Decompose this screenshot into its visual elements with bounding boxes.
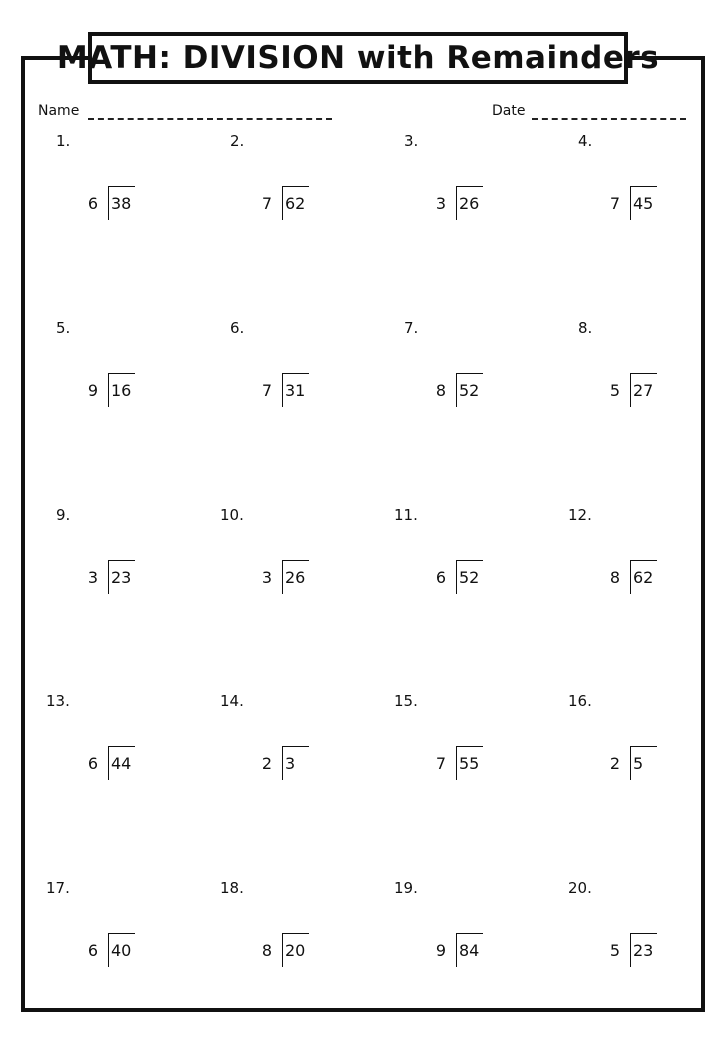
problem-item [568,506,724,666]
problem-number: 9. [56,506,71,524]
problem-item [394,506,574,666]
divisor: 6 [87,941,98,960]
problem-number: 13. [46,692,70,710]
problem-number: 1. [56,132,71,150]
dividend: 52 [459,568,480,587]
problem-item [394,879,574,1039]
problem-item [56,506,226,666]
problem-number: 2. [230,132,245,150]
problem-number: 8. [578,319,593,337]
divisor: 9 [435,941,446,960]
problem-number: 7. [404,319,419,337]
problem-number: 15. [394,692,418,710]
problem-number: 4. [578,132,593,150]
dividend: 44 [111,754,132,773]
name-line[interactable] [88,118,332,120]
divisor: 5 [609,941,620,960]
dividend: 84 [459,941,480,960]
dividend: 52 [459,381,480,400]
dividend: 16 [111,381,132,400]
divisor: 7 [261,194,272,213]
divisor: 5 [609,381,620,400]
dividend: 26 [285,568,306,587]
dividend: 20 [285,941,306,960]
problem-item [220,692,400,852]
dividend: 38 [111,194,132,213]
problem-number: 16. [568,692,592,710]
dividend: 23 [633,941,654,960]
dividend: 26 [459,194,480,213]
problem-item [46,692,226,852]
problem-item [404,319,574,479]
problem-number: 20. [568,879,592,897]
problem-item [394,692,574,852]
title-text: MATH: DIVISION with Remainders [56,40,660,76]
divisor: 8 [435,381,446,400]
dividend: 27 [633,381,654,400]
divisor: 6 [435,568,446,587]
problem-item [578,132,724,292]
dividend: 40 [111,941,132,960]
problem-item [46,879,226,1039]
dividend: 62 [633,568,654,587]
problem-item [230,132,400,292]
divisor: 2 [261,754,272,773]
dividend: 5 [633,754,644,773]
problem-number: 17. [46,879,70,897]
dividend: 45 [633,194,654,213]
problem-number: 19. [394,879,418,897]
problem-item [578,319,724,479]
divisor: 8 [261,941,272,960]
date-line[interactable] [532,118,686,120]
problem-number: 3. [404,132,419,150]
dividend: 23 [111,568,132,587]
dividend: 3 [285,754,296,773]
problem-number: 6. [230,319,245,337]
divisor: 7 [435,754,446,773]
worksheet-title [56,32,660,84]
divisor: 7 [261,381,272,400]
problem-number: 11. [394,506,418,524]
problem-item [56,319,226,479]
problem-item [404,132,574,292]
divisor: 3 [435,194,446,213]
problem-item [220,506,400,666]
problem-number: 14. [220,692,244,710]
dividend: 62 [285,194,306,213]
problem-number: 18. [220,879,244,897]
divisor: 3 [261,568,272,587]
problem-number: 12. [568,506,592,524]
problem-item [220,879,400,1039]
problem-number: 5. [56,319,71,337]
problem-item [568,692,724,852]
dividend: 31 [285,381,306,400]
date-label: Date [492,103,526,119]
problem-item [56,132,226,292]
divisor: 9 [87,381,98,400]
divisor: 8 [609,568,620,587]
name-label: Name [38,103,80,119]
divisor: 6 [87,194,98,213]
problem-item [568,879,724,1039]
dividend: 55 [459,754,480,773]
divisor: 7 [609,194,620,213]
divisor: 6 [87,754,98,773]
divisor: 2 [609,754,620,773]
problem-number: 10. [220,506,244,524]
divisor: 3 [87,568,98,587]
problem-item [230,319,400,479]
